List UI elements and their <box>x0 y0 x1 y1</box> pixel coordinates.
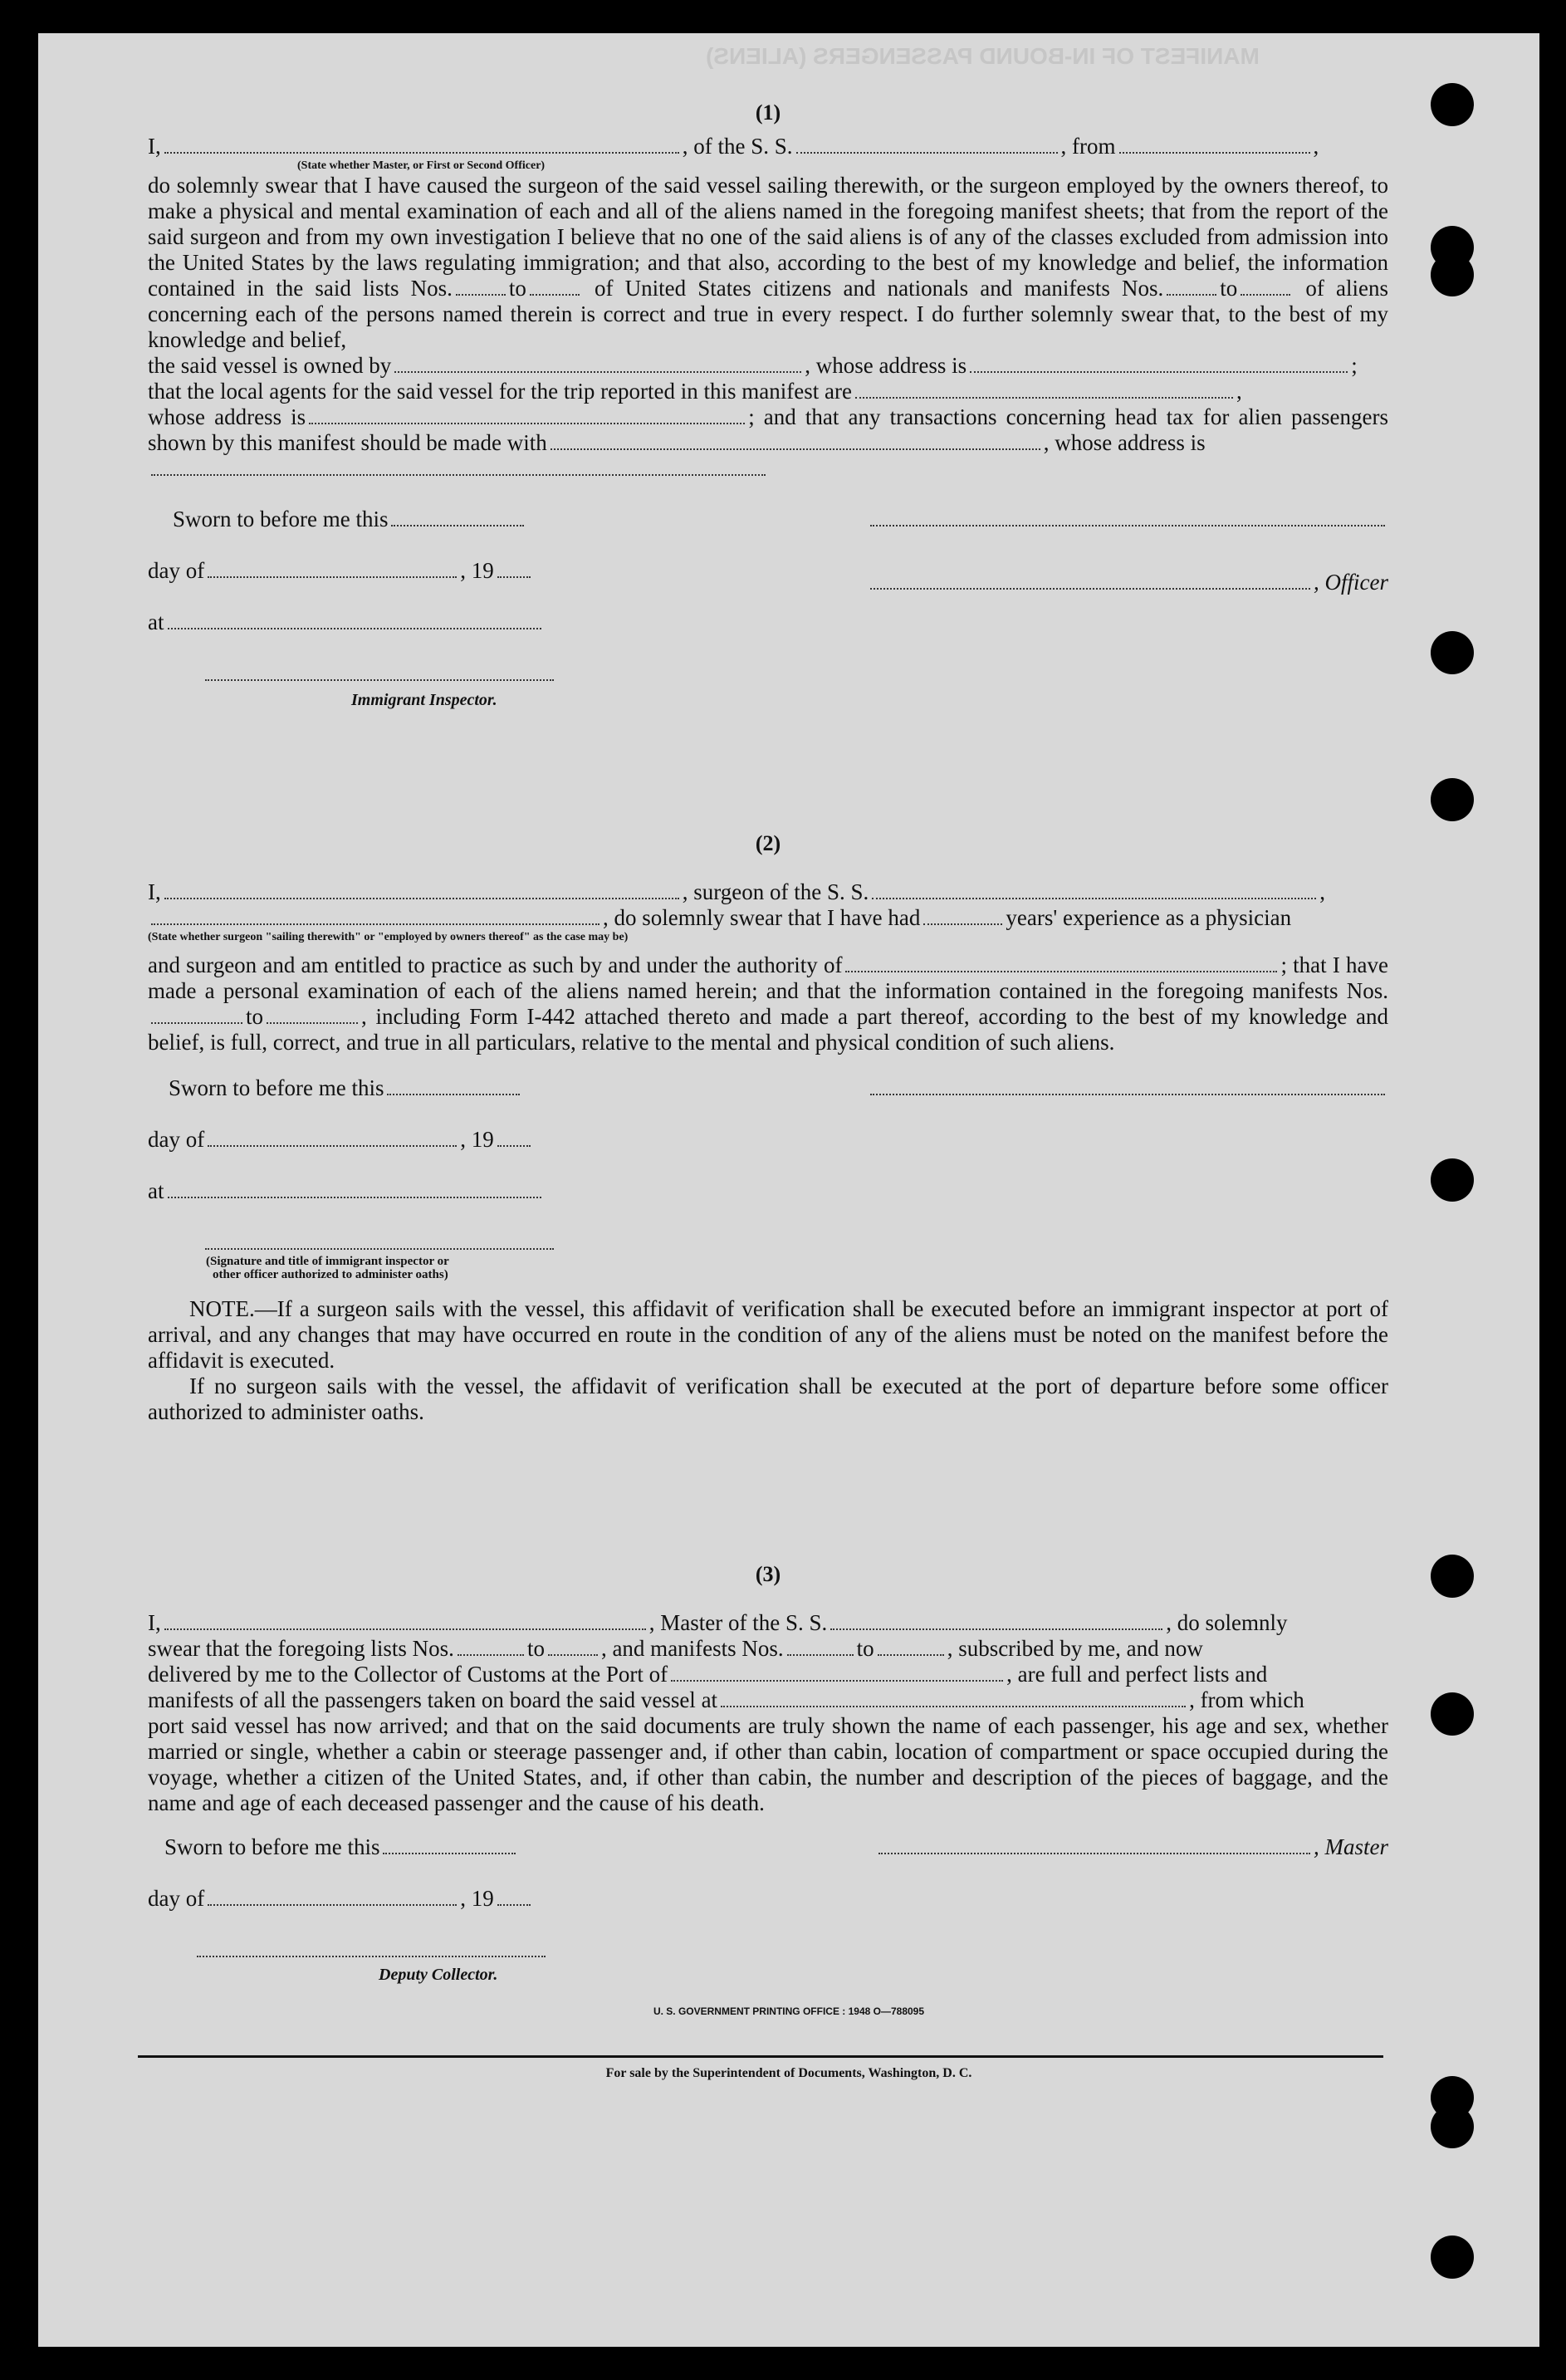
label-manifests-all: manifests of all the passengers taken on board the said vessel at <box>148 1687 718 1712</box>
year-field[interactable] <box>497 560 531 578</box>
year-field[interactable] <box>497 1129 531 1147</box>
surgeon-name-field[interactable] <box>164 881 679 899</box>
note-paragraph-1: NOTE.—If a surgeon sails with the vessel, this affidavit of verification shall be executed before an immigrant inspector at port of arrival, and any changes that may have occurred en route in the condition of any of the aliens must be noted on the manifest before the affidavit is executed. <box>148 1296 1388 1373</box>
vessel-name-field[interactable] <box>830 1612 1162 1630</box>
punch-hole <box>1431 1692 1474 1736</box>
signature-caption-1: (Signature and title of immigrant inspector or <box>206 1255 449 1268</box>
label-years: years' experience as a physician <box>1006 905 1292 930</box>
collector-signature-row <box>148 1937 1388 1967</box>
label-sworn: Sworn to before me this <box>164 1834 380 1859</box>
section-number: (2) <box>755 831 781 855</box>
punch-hole <box>1431 2105 1474 2148</box>
place-field[interactable] <box>168 1180 541 1198</box>
embark-line <box>148 1687 1388 1713</box>
label-full-perfect: , are full and perfect lists and <box>1006 1662 1268 1687</box>
body-text: of United States citizens and nationals and manifests Nos. <box>595 276 1164 301</box>
place-field[interactable] <box>168 611 541 629</box>
manifest-to-field[interactable] <box>267 1006 358 1024</box>
section-2-surgeon-oath <box>148 830 1388 1425</box>
address-continuation-line <box>148 456 1388 482</box>
label-surgeon-of-ss: , surgeon of the S. S. <box>682 879 869 904</box>
footer-rule <box>138 2055 1383 2058</box>
label-to: to <box>526 1636 545 1661</box>
label-at: at <box>148 610 164 634</box>
month-field[interactable] <box>208 560 457 578</box>
label-day-of: day of <box>148 1127 205 1152</box>
at-row <box>148 610 1388 661</box>
label-local-agents: that the local agents for the said vessel for the trip reported in this manifest are <box>148 379 852 404</box>
vessel-name-field[interactable] <box>796 135 1058 154</box>
surgeon-caption: (State whether surgeon "sailing therewith" or "employed by owners thereof" as the case may be) <box>148 931 629 943</box>
section-1-master-oath <box>148 100 1388 713</box>
bleed-through-header: MANIFEST OF IN-BOUND PASSENGERS (ALIENS) <box>706 43 1260 69</box>
label-sworn: Sworn to before me this <box>173 507 389 531</box>
label-sworn: Sworn to before me this <box>169 1075 384 1100</box>
manifest-from-field[interactable] <box>151 1006 242 1024</box>
label-whose-address: whose address is <box>148 404 306 429</box>
label-i: I, <box>148 1610 161 1635</box>
agents-address-field[interactable] <box>309 406 745 424</box>
label-head-tax: ; and that any transactions concerning head tax for alien passengers shown by this manifest should be made with <box>148 404 1388 455</box>
label-of-ss: , of the S. S. <box>682 134 793 159</box>
section-2-body: and surgeon and am entitled to practice as such by and under the authority of ; that I have made a personal examination of each of the aliens named herein; and that the information contained in the foregoing manifests Nos.to , including Form I-442 attached thereto and made a part thereof, according to the best of my knowledge and belief, is full, correct, and true in all particulars, relative to the mental and physical condition of such aliens. <box>148 952 1388 1055</box>
section-number: (1) <box>755 100 781 125</box>
punch-hole <box>1431 1158 1474 1202</box>
label-19: , 19 <box>460 1886 494 1911</box>
agents-field[interactable] <box>855 380 1233 399</box>
port-line <box>148 1662 1388 1687</box>
officer-name-field[interactable] <box>164 135 679 154</box>
head-tax-contact-field[interactable] <box>551 432 1040 450</box>
sworn-row <box>148 1075 1388 1127</box>
surgeon-line: I, , surgeon of the S. S. , <box>148 879 1326 904</box>
year-field[interactable] <box>497 1888 531 1906</box>
punch-hole <box>1431 1555 1474 1598</box>
label-whose-address: , whose address is <box>805 353 967 378</box>
head-tax-address-field[interactable] <box>151 458 766 476</box>
note-paragraph-2: If no surgeon sails with the vessel, the affidavit of verification shall be executed at the port of departure before some officer authorized to administer oaths. <box>148 1374 1388 1424</box>
at-row <box>148 1178 1388 1230</box>
sworn-day-field[interactable] <box>383 1836 516 1854</box>
surgeon-status-field[interactable] <box>151 907 599 925</box>
label-master-of-ss: , Master of the S. S. <box>648 1610 828 1635</box>
section-3-master-oath <box>148 1561 1388 1988</box>
printing-office-imprint: U. S. GOVERNMENT PRINTING OFFICE : 1948 O—788095 <box>653 2005 925 2017</box>
label-19: , 19 <box>460 1127 494 1152</box>
label-subscribed: , subscribed by me, and now <box>947 1636 1203 1661</box>
label-master: , Master <box>1314 1834 1388 1859</box>
master-line <box>148 1610 1388 1636</box>
lists-line <box>148 1636 1388 1662</box>
label-at: at <box>148 1178 164 1203</box>
master-line: I, , of the S. S. , from , <box>148 134 1319 159</box>
label-do-swear: , do solemnly swear that I have had <box>603 905 921 930</box>
section-number: (3) <box>755 1562 781 1586</box>
list-from-field[interactable] <box>458 1638 524 1656</box>
manifest-from-field[interactable] <box>787 1638 854 1656</box>
label-to: to <box>1220 276 1238 301</box>
officer-title-field[interactable] <box>870 571 1310 590</box>
label-i: I, <box>148 134 161 159</box>
body-text: that I have made a personal examination of each of the aliens named herein; and that the information contained in the foregoing manifests Nos. <box>148 952 1388 1003</box>
body-text: of aliens concerning each of the persons named therein is correct and true in every respect. I do further solemnly swear that, to the best of my knowledge and belief, <box>148 276 1388 352</box>
agents-line: that the local agents for the said vessel for the trip reported in this manifest are , <box>148 379 1242 404</box>
owner-field[interactable] <box>394 355 801 373</box>
collector-signature-field[interactable] <box>197 1939 546 1957</box>
authority-field[interactable] <box>845 954 1277 972</box>
years-field[interactable] <box>923 907 1002 925</box>
body-text: and surgeon and am entitled to practice as such by and under the authority of <box>148 952 843 977</box>
inspector-signature-field[interactable] <box>205 663 554 681</box>
manifest-to-field[interactable] <box>878 1638 944 1656</box>
sworn-row <box>148 507 1388 558</box>
departure-port-field[interactable] <box>1119 135 1310 154</box>
label-swear-lists: swear that the foregoing lists Nos. <box>148 1636 454 1661</box>
embarkation-port-field[interactable] <box>721 1689 1186 1707</box>
body-text: do solemnly swear that I have caused the surgeon of the said vessel sailing therewith, or the surgeon employed by the owners thereof, to make a physical and mental examination of each and all of the aliens named in the foregoing manifest sheets; that from the report of the said surgeon and from my own investigation I believe that no one of the said aliens is of any of the classes excluded from admission into the United States by the laws regulating immigration; and that also, according to the best of my knowledge and belief, the information contained in the said lists Nos. <box>148 173 1388 301</box>
manifest-from-field[interactable] <box>1167 277 1216 296</box>
experience-line <box>148 905 1388 931</box>
manifest-to-field[interactable] <box>1241 277 1290 296</box>
day-of-row <box>148 1127 1388 1178</box>
label-to: to <box>856 1636 874 1661</box>
label-to: to <box>246 1004 264 1029</box>
sale-notice: For sale by the Superintendent of Documents, Washington, D. C. <box>605 2066 972 2080</box>
section-3-body: port said vessel has now arrived; and that on the said documents are truly shown the name of each passenger, his age and sex, whether married or single, whether a cabin or steerage passenger and, if other than cabin, location of compartment or space occupied during the voyage, whether a citizen of the United States, and, if other than cabin, the number and description of the pieces of baggage, and the name and age of each deceased passenger and the cause of his death. <box>148 1713 1388 1815</box>
label-to: to <box>508 276 526 301</box>
label-whose-address: , whose address is <box>1043 430 1206 455</box>
punch-hole <box>1431 253 1474 296</box>
customs-port-field[interactable] <box>671 1663 1003 1682</box>
officer-caption: (State whether Master, or First or Second Officer) <box>297 159 546 172</box>
owner-address-field[interactable] <box>970 355 1348 373</box>
label-i: I, <box>148 879 161 904</box>
surgeon-signature-field[interactable] <box>870 1077 1385 1095</box>
sworn-day-field[interactable] <box>391 508 524 526</box>
label-do-solemnly: , do solemnly <box>1166 1610 1288 1635</box>
sworn-day-field[interactable] <box>387 1077 520 1095</box>
head-tax-line <box>148 404 1388 456</box>
label-from-which: , from which <box>1189 1687 1304 1712</box>
section-1-body <box>148 173 1388 353</box>
deputy-collector-caption: Deputy Collector. <box>379 1966 498 1984</box>
label-19: , 19 <box>460 558 494 583</box>
inspector-caption: Immigrant Inspector. <box>351 691 497 709</box>
punch-hole <box>1431 631 1474 674</box>
inspector-signature-field[interactable] <box>205 1232 554 1250</box>
body-text: , including Form I-442 attached thereto and made a part thereof, according to the best of my knowledge and belief, is full, correct, and true in all particulars, relative to the mental and physical condition of such aliens. <box>148 1004 1388 1055</box>
punch-hole <box>1431 2236 1474 2279</box>
label-day-of: day of <box>148 558 205 583</box>
signature-caption-2: other officer authorized to administer oaths) <box>213 1268 448 1281</box>
punch-hole <box>1431 83 1474 126</box>
list-to-field[interactable] <box>530 277 580 296</box>
label-day-of: day of <box>148 1886 205 1911</box>
month-field[interactable] <box>208 1129 457 1147</box>
surgeon-vessel-field[interactable] <box>872 881 1316 899</box>
master-name-field[interactable] <box>164 1612 646 1630</box>
list-to-field[interactable] <box>548 1638 598 1656</box>
day-of-row <box>148 1886 1388 1937</box>
label-officer: , Officer <box>1314 570 1388 595</box>
punch-hole <box>1431 778 1474 821</box>
day-of-row <box>148 558 1388 610</box>
label-owned-by: the said vessel is owned by <box>148 353 392 378</box>
sworn-row <box>148 1834 1388 1886</box>
label-and-manifests: , and manifests Nos. <box>600 1636 784 1661</box>
list-from-field[interactable] <box>456 277 506 296</box>
month-field[interactable] <box>208 1888 457 1906</box>
officer-signature-field[interactable] <box>870 508 1385 526</box>
label-delivered: delivered by me to the Collector of Customs at the Port of <box>148 1662 668 1687</box>
inspector-signature-row <box>148 1230 1388 1255</box>
inspector-signature-row <box>148 661 1388 703</box>
owner-line: the said vessel is owned by , whose address is ; <box>148 353 1358 378</box>
label-from: , from <box>1060 134 1116 159</box>
master-signature-field[interactable] <box>878 1836 1310 1854</box>
